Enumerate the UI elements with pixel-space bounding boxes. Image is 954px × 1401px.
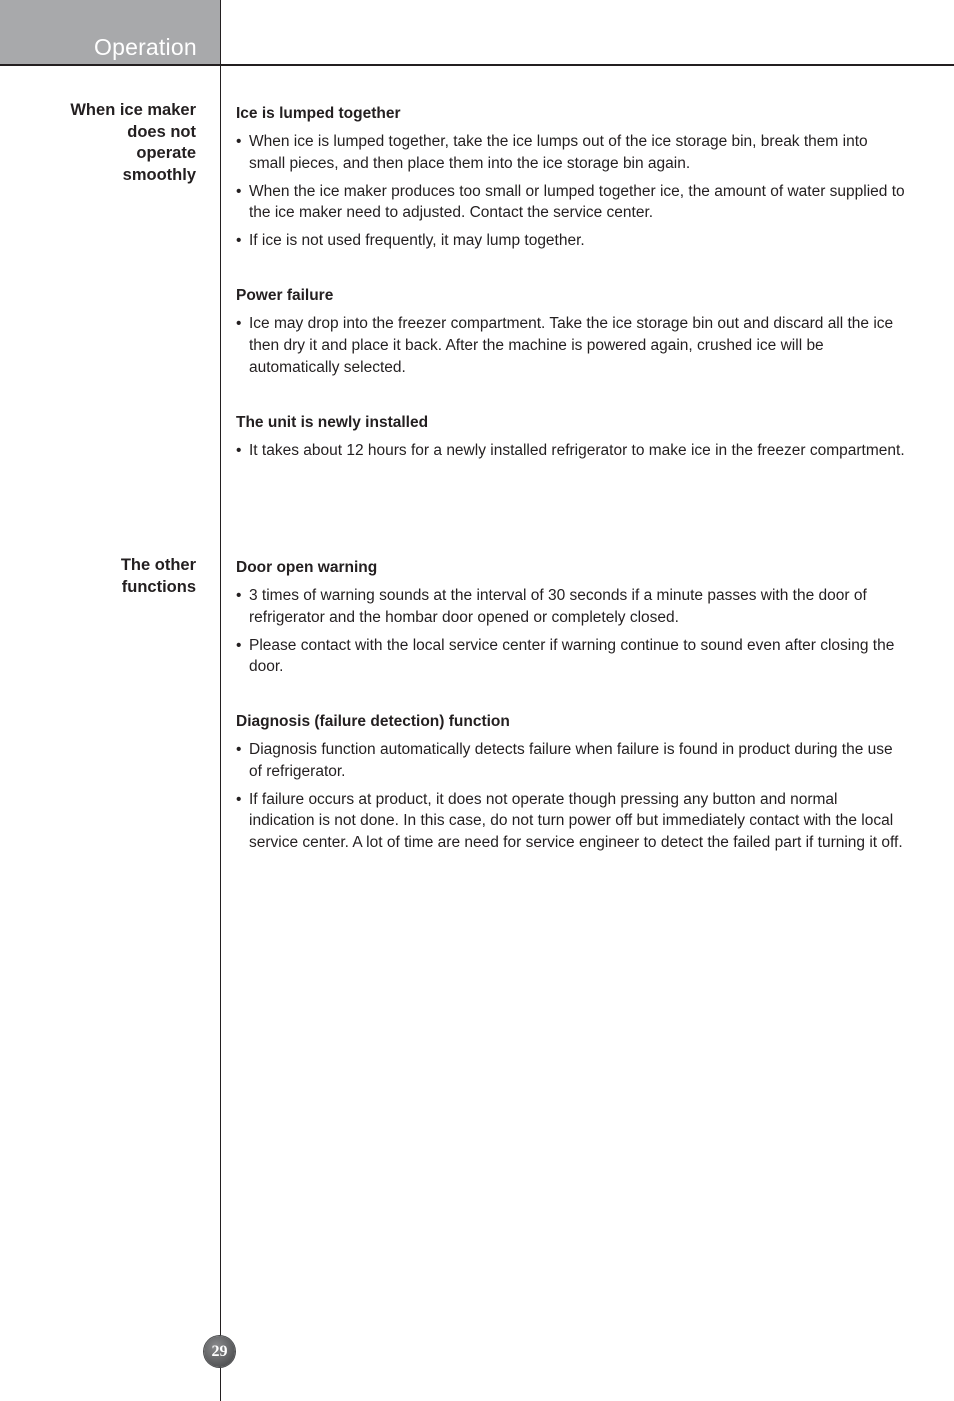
topic-ice-lumped	[236, 104, 906, 252]
bullet-list	[236, 131, 906, 252]
section-heading-line: smoothly	[122, 165, 196, 184]
bullet-dot: •	[236, 587, 242, 604]
section-heading-other-functions	[0, 555, 196, 598]
bullet-item	[236, 739, 906, 783]
bullet-text: It takes about 12 hours for a newly installed refrigerator to make ice in the freezer compartment.	[249, 442, 905, 459]
bullet-dot: •	[236, 636, 242, 654]
topic-newly-installed	[236, 413, 906, 468]
bullet-dot: •	[236, 790, 242, 808]
bullet-text: Diagnosis function automatically detects failure when failure is found in product during the use of refrigerator.	[249, 741, 893, 780]
bullet-item	[236, 789, 906, 854]
bullet-dot: •	[236, 741, 242, 758]
topic-title: The unit is newly installed	[236, 414, 429, 431]
page-title: Operation	[94, 34, 197, 60]
bullet-list	[236, 739, 906, 854]
section-heading-line: When ice maker	[70, 101, 196, 119]
bullet-item	[236, 585, 906, 629]
topic-diagnosis	[236, 712, 906, 860]
section-heading-line: The other	[120, 556, 196, 574]
bullet-item	[236, 181, 906, 225]
header-divider	[0, 64, 954, 66]
bullet-dot: •	[236, 232, 242, 250]
bullet-item	[236, 635, 906, 679]
topic-door-open-warning	[236, 558, 906, 684]
bullet-text: 3 times of warning sounds at the interval of 30 seconds if a minute passes with the door of refrigerator and the hombar door opened or completely closed.	[249, 587, 867, 626]
bullet-text: If ice is not used frequently, it may lump together.	[249, 232, 585, 250]
topic-title: Power failure	[236, 287, 334, 304]
bullet-item	[236, 131, 906, 175]
section-content-ice-maker	[236, 104, 906, 258]
bullet-list	[236, 440, 906, 462]
bullet-text: If failure occurs at product, it does not operate though pressing any button and normal indication is not done. In this case, do not turn power off but immediately contact with the local service center. A lot of time are need for service engineer to detect the failed part if turning it off.	[249, 790, 903, 852]
bullet-dot: •	[236, 315, 242, 332]
bullet-text: Ice may drop into the freezer compartment. Take the ice storage bin out and discard all the ice then dry it and place it back. After the machine is powered again, crushed ice will be automatically selected.	[249, 315, 894, 376]
bullet-dot: •	[236, 133, 242, 150]
topic-title: Door open warning	[236, 559, 378, 576]
bullet-item	[236, 440, 906, 462]
topic-title: Diagnosis (failure detection) function	[236, 713, 510, 730]
bullet-text: When ice is lumped together, take the ice lumps out of the ice storage bin, break them into small pieces, and then place them into the ice storage bin again.	[249, 133, 868, 172]
column-divider	[220, 0, 221, 1401]
section-heading-line: operate	[136, 144, 196, 162]
section-heading-line: functions	[121, 577, 196, 596]
section-heading-line: does not	[127, 122, 196, 141]
topic-power-failure	[236, 286, 906, 384]
bullet-dot: •	[236, 182, 242, 200]
topic-title: Ice is lumped together	[236, 105, 401, 122]
bullet-dot: •	[236, 442, 242, 459]
page-number-badge	[204, 1336, 235, 1367]
bullet-list	[236, 313, 906, 378]
bullet-text: Please contact with the local service center if warning continue to sound even after closing the door.	[249, 636, 895, 676]
bullet-item	[236, 230, 906, 252]
bullet-item	[236, 313, 906, 378]
section-heading-ice-maker	[0, 100, 196, 186]
bullet-text: When the ice maker produces too small or lumped together ice, the amount of water supplied to the ice maker need to adjusted. Contact the service center.	[249, 182, 905, 222]
page-number: 29	[211, 1343, 228, 1360]
bullet-list	[236, 585, 906, 678]
